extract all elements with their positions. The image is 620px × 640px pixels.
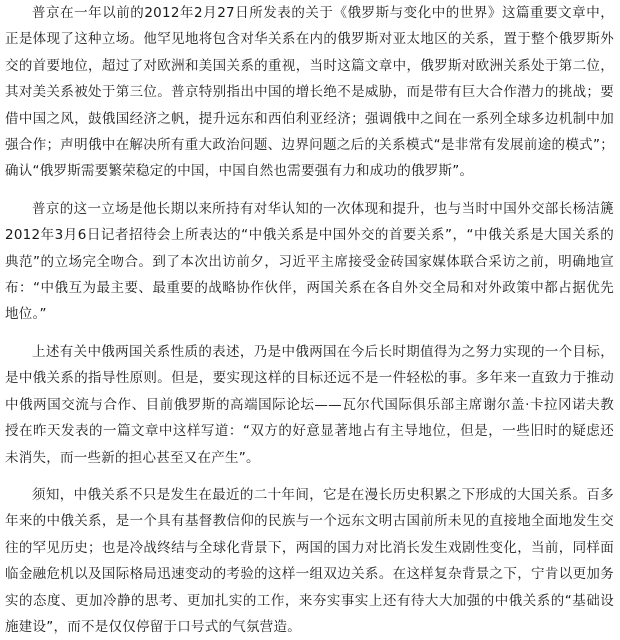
paragraph-2: 普京的这一立场是他长期以来所持有对华认知的一次体现和提升，也与当时中国外交部长杨洁篪2012年3月6日记者招待会上所表达的“中俄关系是中国外交的首要关系”，“中俄关系是大国关系的典范”的立场完全吻合。到了本次出访前夕，习近平主席接受金砖国家媒体联合采访之前，明确地宣布：“中俄互为最主要、最重要的战略协作伙伴，两国关系在各自外交全局和对外政策中都占据优先地位。” <box>5 200 614 323</box>
paragraph-3: 上述有关中俄两国关系性质的表述，乃是中俄两国在今后长时期值得为之努力实现的一个目标，是中俄关系的指导性原则。但是，要实现这样的目标还远不是一件轻松的事。多年来一直致力于推动中俄两国交流与合作、目前俄罗斯的高端国际论坛——瓦尔代国际俱乐部主席谢尔盖·卡拉冈诺夫教授在昨天发表的一篇文章中这样写道：“双方的好意显著地占有主导地位，但是，一些旧时的疑虑还未消失，而一些新的担心甚至又在产生”。 <box>5 343 614 466</box>
paragraph-4: 须知，中俄关系不只是发生在最近的二十年间，它是在漫长历史积累之下形成的大国关系。百多年来的中俄关系，是一个具有基督教信仰的民族与一个远东文明古国前所未见的直接地全面地发生交往的罕见历史；也是冷战终结与全球化背景下，两国的国力对比消长发生戏剧性变化，当前，同样面临金融危机以及国际格局迅速变动的考验的这样一组双边关系。在这样复杂背景之下，宁肯以更加务实的态度、更加冷静的思考、更加扎实的工作，来夯实事实上还有待大大加强的中俄关系的“基础设施建设”，而不是仅仅停留于口号式的气氛营造。 <box>5 486 614 635</box>
paragraph-1: 普京在一年以前的2012年2月27日所发表的关于《俄罗斯与变化中的世界》这篇重要文章中，正是体现了这种立场。他罕见地将包含对华关系在内的俄罗斯对亚太地区的关系，置于整个俄罗斯外交的首要地位，超过了对欧洲和美国关系的重视，当时这篇文章中，俄罗斯对欧洲关系处于第二位，其对美关系被处于第三位。普京特别指出中国的增长绝不是威胁，而是带有巨大合作潜力的挑战；要借中国之风，鼓俄国经济之帆，提升远东和西伯利亚经济；强调俄中之间在一系列全球多边机制中加强合作；声明俄中在解决所有重大政治问题、边界问题之后的关系模式“是非常有发展前途的模式”；确认“俄罗斯需要繁荣稳定的中国，中国自然也需要强有力和成功的俄罗斯”。 <box>5 5 614 180</box>
